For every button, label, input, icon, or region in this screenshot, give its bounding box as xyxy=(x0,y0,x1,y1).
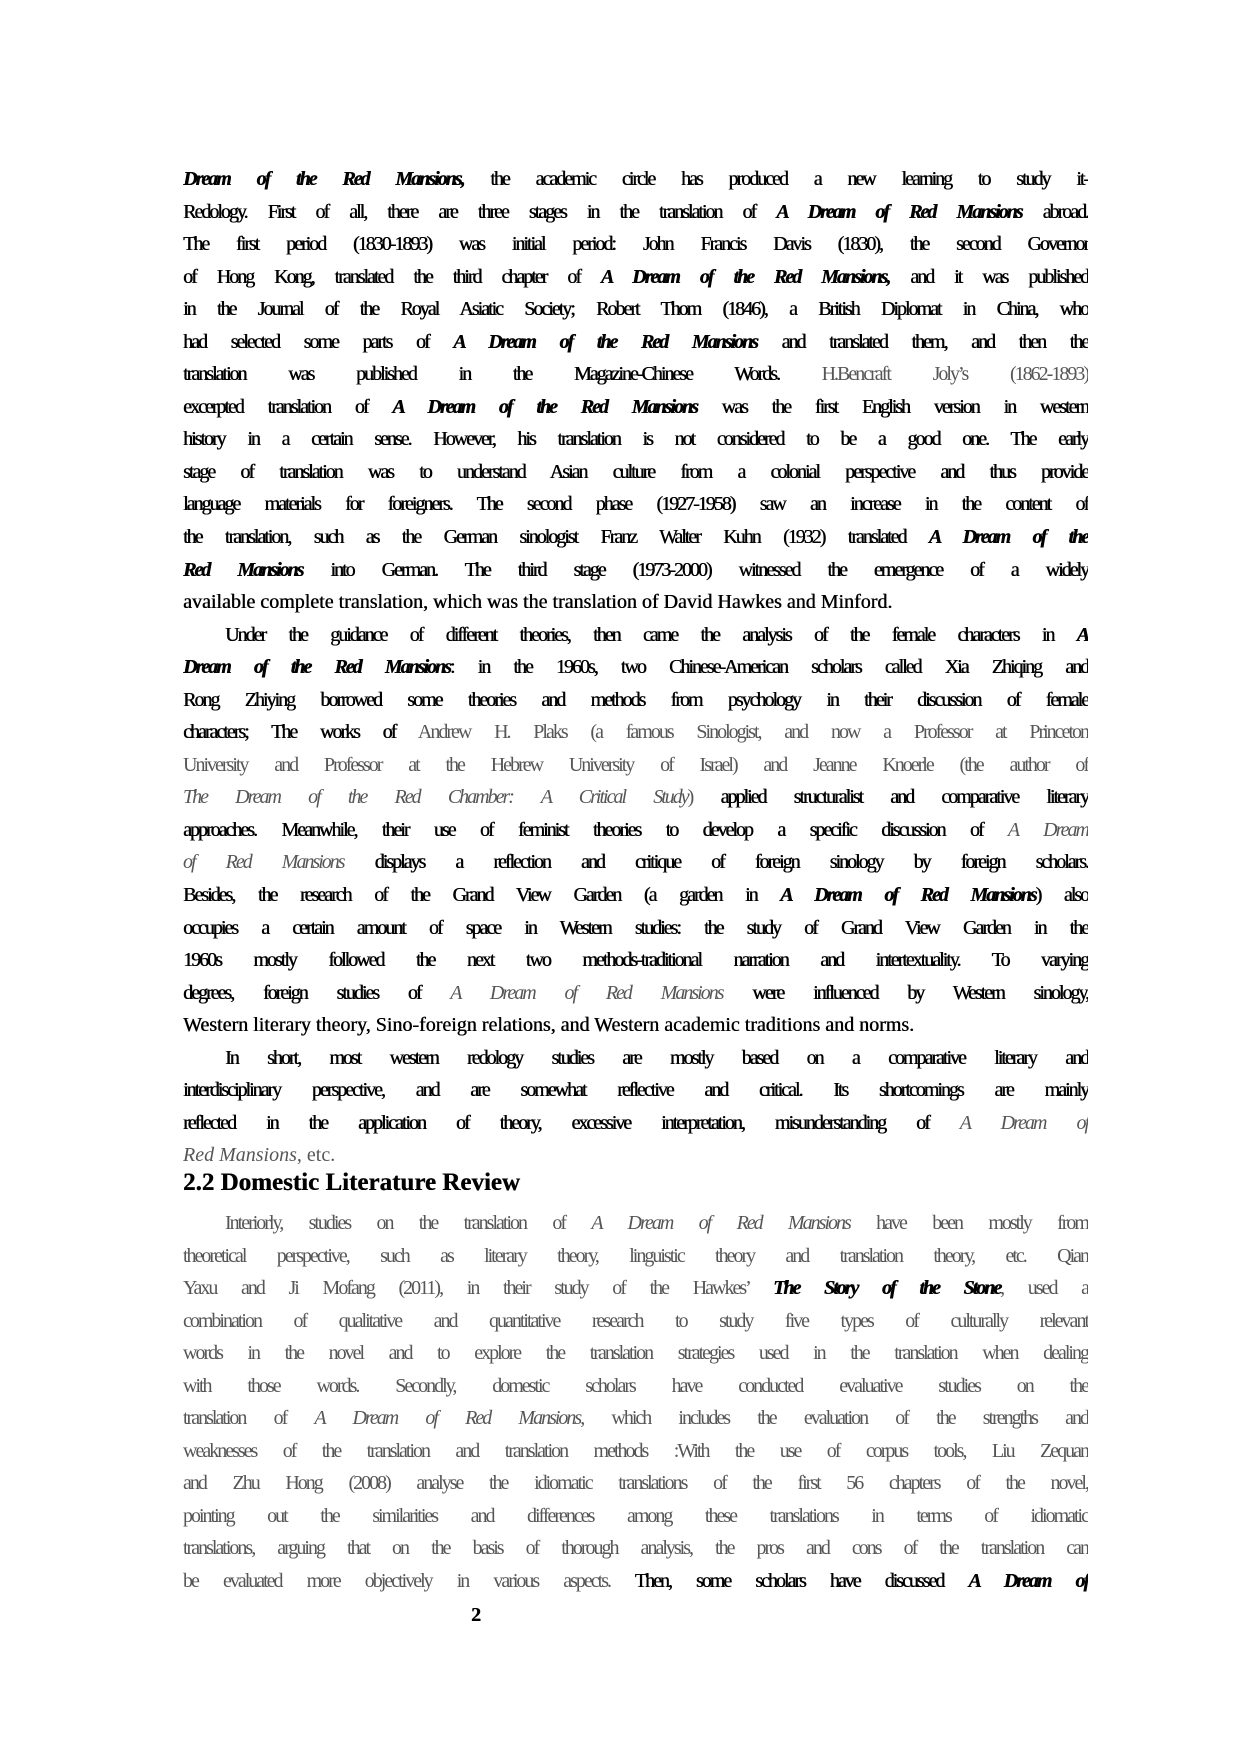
text-run: A Dream xyxy=(1007,818,1088,841)
text-line xyxy=(183,391,1088,424)
text-line xyxy=(183,163,1088,196)
text-line xyxy=(183,1042,1088,1075)
text-run: Andrew H. Plaks (a famous Sinologist, and now a Professor at Princeton xyxy=(417,721,1088,744)
text-run: language materials for foreigners. The second phase (1927-1958) saw an increase in the content of xyxy=(183,493,1088,516)
text-run: pointing out the similarities and differences among these translations in terms of idiomatic xyxy=(183,1504,1088,1527)
text-line xyxy=(183,1305,1088,1338)
text-run: history in a certain sense. However, his translation is not considered to be a good one. The early xyxy=(183,428,1088,451)
text-run: A Dream of Red Mansions xyxy=(776,200,1022,223)
text-line xyxy=(183,619,1088,652)
text-run: with those words. Secondly, domestic scholars have conducted evaluative studies on the xyxy=(183,1374,1088,1397)
page-number: 2 xyxy=(471,1604,481,1626)
text-run: , etc. xyxy=(296,1144,336,1167)
text-line xyxy=(183,488,1088,521)
text-run: the academic circle has produced a new learning to study it- xyxy=(463,168,1088,190)
text-line xyxy=(183,196,1088,229)
text-run: A Dream of Red Mansions xyxy=(780,884,1036,907)
text-run: In short, most western redology studies are mostly based on a comparative literary and xyxy=(225,1046,1088,1069)
text-run: The first period (1830-1893) was initial period: John Francis Davis (1830), the second Governor xyxy=(183,233,1088,256)
text-run: A Dream of the xyxy=(928,526,1088,549)
text-line xyxy=(183,1500,1088,1533)
text-run: Besides, the research of the Grand View Garden (a garden in xyxy=(183,884,781,907)
text-run: displays a reflection and critique of foreign sinology by foreign scholars. xyxy=(343,851,1088,874)
text-line xyxy=(183,1207,1088,1240)
text-run: combination of qualitative and quantitative research to study five types of culturally relevant xyxy=(183,1309,1088,1332)
text-run: ) xyxy=(687,786,721,809)
text-line xyxy=(183,1074,1088,1107)
text-run: A Dream of xyxy=(968,1569,1088,1592)
text-run: Rong Zhiying borrowed some theories and methods from psychology in their discussion of female xyxy=(183,688,1088,711)
text-run: available complete translation, which was the translation of David Hawkes and Minford. xyxy=(183,591,893,614)
text-run: Then, some scholars have discussed xyxy=(634,1569,969,1592)
paragraph xyxy=(183,1207,1088,1598)
text-run: into German. The third stage (1973-2000) witnessed the emergence of a widely xyxy=(302,558,1088,581)
text-run: translation was published in the Magazine-Chinese Words. xyxy=(183,363,822,386)
text-run: Red Mansions xyxy=(183,1144,297,1167)
text-run: Red Mansions xyxy=(183,558,303,581)
text-run: approaches. Meanwhile, their use of feminist theories to develop a specific discussion of xyxy=(183,818,1008,841)
text-line xyxy=(183,1565,1088,1598)
text-line xyxy=(183,1435,1088,1468)
text-run: excerpted translation of xyxy=(183,395,393,418)
text-line xyxy=(183,228,1088,261)
section-heading: 2.2 Domestic Literature Review xyxy=(183,1168,520,1196)
text-run: A Dream of the Red Mansions, xyxy=(600,265,890,288)
text-run: of Red Mansions xyxy=(183,851,344,874)
text-run: A Dream of the Red Mansions xyxy=(453,330,757,353)
text-run: A Dream of xyxy=(959,1111,1088,1134)
text-run: theoretical perspective, such as literary theory, linguistic theory and translation theory, etc. Qian xyxy=(183,1244,1088,1267)
text-line xyxy=(183,651,1088,684)
text-run: A Dream of the Red Mansions xyxy=(392,395,697,418)
text-run: were influenced by Western sinology, xyxy=(722,981,1088,1004)
text-run: University and Professor at the Hebrew University of Israel) and Jeanne Knoerle (the author of xyxy=(183,753,1088,776)
text-line xyxy=(183,554,1088,587)
text-line xyxy=(183,423,1088,456)
text-run: words in the novel and to explore the translation strategies used in the translation when dealing xyxy=(183,1342,1088,1365)
text-run: in the Journal of the Royal Asiatic Society; Robert Thom (1846), a British Diplomat in China, who xyxy=(183,298,1088,321)
text-line xyxy=(183,846,1088,879)
text-run: : in the 1960s, two Chinese-American scholars called Xia Zhiqing and xyxy=(449,656,1088,679)
text-line xyxy=(183,1402,1088,1435)
text-run: be evaluated more objectively in various aspects. xyxy=(183,1569,635,1592)
text-run: H.Bencraft Joly’s (1862-1893) xyxy=(821,363,1088,386)
text-line xyxy=(183,977,1088,1010)
text-line xyxy=(183,326,1088,359)
text-run: Dream of the Red Mansions, xyxy=(183,168,464,190)
text-run: Redology. First of all, there are three stages in the translation of xyxy=(183,200,777,223)
text-run: was the first English version in western xyxy=(696,395,1088,418)
text-run: and Zhu Hong (2008) analyse the idiomatic translations of the first 56 chapters of the novel, xyxy=(183,1472,1088,1495)
text-line xyxy=(183,293,1088,326)
text-run: translation of xyxy=(183,1407,315,1430)
text-line xyxy=(183,781,1088,814)
text-run: abroad. xyxy=(1021,200,1088,223)
text-line xyxy=(183,456,1088,489)
text-line xyxy=(183,749,1088,782)
text-run: applied structuralist and comparative literary xyxy=(720,786,1088,809)
text-line xyxy=(183,944,1088,977)
text-line xyxy=(183,261,1088,294)
text-run: A xyxy=(1076,623,1088,646)
text-run: The Story of the Stone xyxy=(773,1277,1001,1300)
text-run: of Hong Kong, translated the third chapter of xyxy=(183,265,601,288)
text-run: and it was published xyxy=(889,265,1088,288)
text-run: A Dream of Red Mansions xyxy=(314,1407,581,1430)
text-line xyxy=(183,586,1088,619)
text-run: the translation, such as the German sinologist Franz Walter Kuhn (1932) translated xyxy=(183,526,929,549)
text-run: The Dream of the Red Chamber: A Critical Study xyxy=(183,786,688,809)
text-run: 1960s mostly followed the next two methods-traditional narration and intertextuality. To varying xyxy=(183,949,1088,972)
text-line xyxy=(183,716,1088,749)
text-run: translations, arguing that on the basis of thorough analysis, the pros and cons of the translation can xyxy=(183,1537,1088,1560)
text-line xyxy=(183,521,1088,554)
text-run: interdisciplinary perspective, and are somewhat reflective and critical. Its shortcomings are mainly xyxy=(183,1079,1088,1102)
text-line xyxy=(183,684,1088,717)
text-column xyxy=(183,163,1088,1598)
paragraph xyxy=(183,619,1088,1042)
paragraph xyxy=(183,163,1088,619)
text-run: reflected in the application of theory, excessive interpretation, misunderstanding of xyxy=(183,1111,960,1134)
text-line xyxy=(183,1272,1088,1305)
text-line xyxy=(183,1337,1088,1370)
text-run: Interiorly, studies on the translation of xyxy=(225,1211,592,1234)
text-line xyxy=(183,1467,1088,1500)
text-run: , used a xyxy=(1000,1277,1088,1300)
text-run: Yaxu and Ji Mofang (2011), in their study of the Hawkes’ xyxy=(183,1277,773,1300)
text-line xyxy=(183,1370,1088,1403)
text-run: ) also xyxy=(1035,884,1088,907)
text-run: degrees, foreign studies of xyxy=(183,981,451,1004)
text-line xyxy=(183,912,1088,945)
text-run: Western literary theory, Sino-foreign relations, and Western academic traditions and norms. xyxy=(183,1014,914,1037)
text-run: stage of translation was to understand Asian culture from a colonial perspective and thus provide xyxy=(183,460,1088,483)
paragraph xyxy=(183,1042,1088,1172)
text-run: had selected some parts of xyxy=(183,330,454,353)
text-line xyxy=(183,814,1088,847)
text-line xyxy=(183,1240,1088,1273)
text-line xyxy=(183,1107,1088,1140)
text-run: weaknesses of the translation and translation methods :With the use of corpus tools, Liu Zequan xyxy=(183,1439,1088,1462)
text-line xyxy=(183,879,1088,912)
text-run: characters; The works of xyxy=(183,721,418,744)
text-line xyxy=(183,1009,1088,1042)
text-run: Dream of the Red Mansions xyxy=(183,656,450,679)
text-run: A Dream of Red Mansions xyxy=(450,981,723,1004)
text-line xyxy=(183,1532,1088,1565)
text-run: have been mostly from xyxy=(849,1211,1088,1234)
text-run: , which includes the evaluation of the strengths and xyxy=(580,1407,1088,1430)
text-run: and translated them, and then the xyxy=(756,330,1088,353)
text-run: occupies a certain amount of space in Western studies: the study of Grand View Garden in the xyxy=(183,916,1088,939)
text-run: Under the guidance of different theories, then came the analysis of the female characters in xyxy=(225,623,1077,646)
text-run: A Dream of Red Mansions xyxy=(591,1211,850,1234)
text-line xyxy=(183,358,1088,391)
